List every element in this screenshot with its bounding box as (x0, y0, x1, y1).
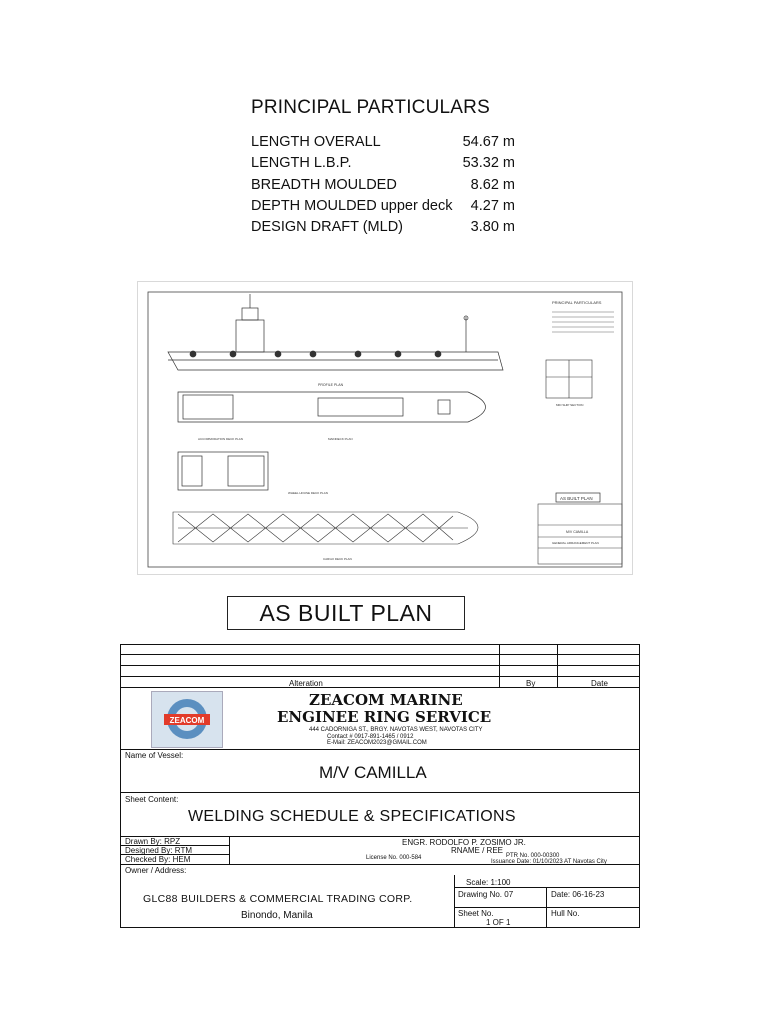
scale: Scale: 1:100 (466, 878, 511, 887)
vessel-name-label: Name of Vessel: (125, 751, 184, 760)
accommodation-plan-label: ACCOMMODATION DECK PLAN (198, 437, 243, 441)
owner-address: Binondo, Manila (241, 910, 313, 921)
pp-label: LENGTH OVERALL (251, 134, 381, 150)
pp-label: BREADTH MOULDED (251, 177, 397, 193)
vessel-name: M/V CAMILLA (319, 763, 427, 782)
ptr-number: PTR No. 000-00300 (506, 853, 560, 859)
pp-row (251, 134, 515, 154)
drawing-date: Date: 06-16-23 (551, 890, 605, 899)
wheelhouse-plan (178, 452, 268, 490)
mini-vessel-name: M/V CAMILLA (566, 530, 589, 534)
company-name-line2: ENGINEE RING SERVICE (277, 708, 492, 726)
alteration-label: Alteration (289, 679, 323, 688)
sheet-number-label: Sheet No. (458, 909, 494, 918)
hull-number-label: Hull No. (551, 909, 580, 918)
drawn-by: Drawn By: RPZ (125, 837, 181, 846)
maindeck-plan-label: MAINDECK PLAN (328, 437, 353, 441)
sheet-number: 1 OF 1 (486, 918, 511, 927)
checked-by: Checked By: HEM (125, 855, 191, 864)
engineer-title: RNAME / REE (451, 846, 504, 855)
sheet-content-label: Sheet Content: (125, 795, 179, 804)
as-built-plan-stamp: AS BUILT PLAN (227, 596, 465, 630)
owner-name: GLC88 BUILDERS & COMMERCIAL TRADING CORP. (143, 893, 413, 905)
title-block (120, 644, 640, 928)
date-label: Date (591, 679, 608, 688)
cargo-deck-plan (173, 512, 478, 544)
gear-icon (152, 692, 222, 747)
drawing-number: Drawing No. 07 (458, 890, 514, 899)
cargo-deck-plan-label: CARGO DECK PLAN (323, 557, 352, 561)
company-contact: Contact # 0917-891-1465 / 0912 (327, 734, 414, 740)
pp-value: 3.80 m (470, 219, 515, 235)
pp-value: 8.62 m (470, 177, 515, 193)
pp-row (251, 155, 515, 175)
profile-plan-label: PROFILE PLAN (318, 383, 344, 387)
drawing-svg (138, 282, 632, 574)
issuance-date: Issuance Date: 01/10/2023 AT Navotas City (491, 859, 607, 865)
mini-pp-title: PRINCIPAL PARTICULARS (552, 300, 602, 305)
pp-label: LENGTH L.B.P. (251, 155, 352, 171)
mini-sheet-content: GENERAL ARRANGEMENT PLAN (552, 541, 599, 545)
pp-row (251, 198, 515, 218)
engineer-name: ENGR. RODOLFO P. ZOSIMO JR. (402, 838, 526, 847)
pp-value: 54.67 m (462, 134, 515, 150)
by-label: By (526, 679, 536, 688)
company-name-line1: ZEACOM MARINE (309, 691, 463, 709)
pp-row (251, 177, 515, 197)
pp-label: DEPTH MOULDED upper deck (251, 198, 453, 214)
principal-particulars-title: PRINCIPAL PARTICULARS (251, 97, 490, 118)
midship-section (546, 360, 592, 398)
owner-address-label: Owner / Address: (125, 866, 187, 875)
pp-value: 4.27 m (470, 198, 515, 214)
maindeck-plan (178, 392, 486, 422)
company-email: E-Mail: ZEACOM2023@GMAIL.COM (327, 740, 427, 746)
sheet-content: WELDING SCHEDULE & SPECIFICATIONS (188, 808, 516, 825)
profile-plan (168, 294, 503, 370)
mini-as-built-stamp: AS BUILT PLAN (560, 496, 593, 501)
company-address: 444 CADORNIGA ST., BRGY. NAVOTAS WEST, NAVOTAS CITY (309, 727, 483, 733)
company-logo (151, 691, 223, 748)
pp-row (251, 219, 515, 239)
wheelhouse-plan-label: WHEEL HOUSE DECK PLAN (288, 491, 328, 495)
logo-text: ZEACOM (169, 716, 205, 725)
pp-label: DESIGN DRAFT (MLD) (251, 219, 403, 235)
pp-value: 53.32 m (462, 155, 515, 171)
designed-by: Designed By: RTM (125, 846, 192, 855)
midship-section-label: MID SHIP SECTION (556, 403, 584, 407)
license-number: License No. 000-584 (366, 855, 422, 861)
general-arrangement-drawing (137, 281, 633, 575)
